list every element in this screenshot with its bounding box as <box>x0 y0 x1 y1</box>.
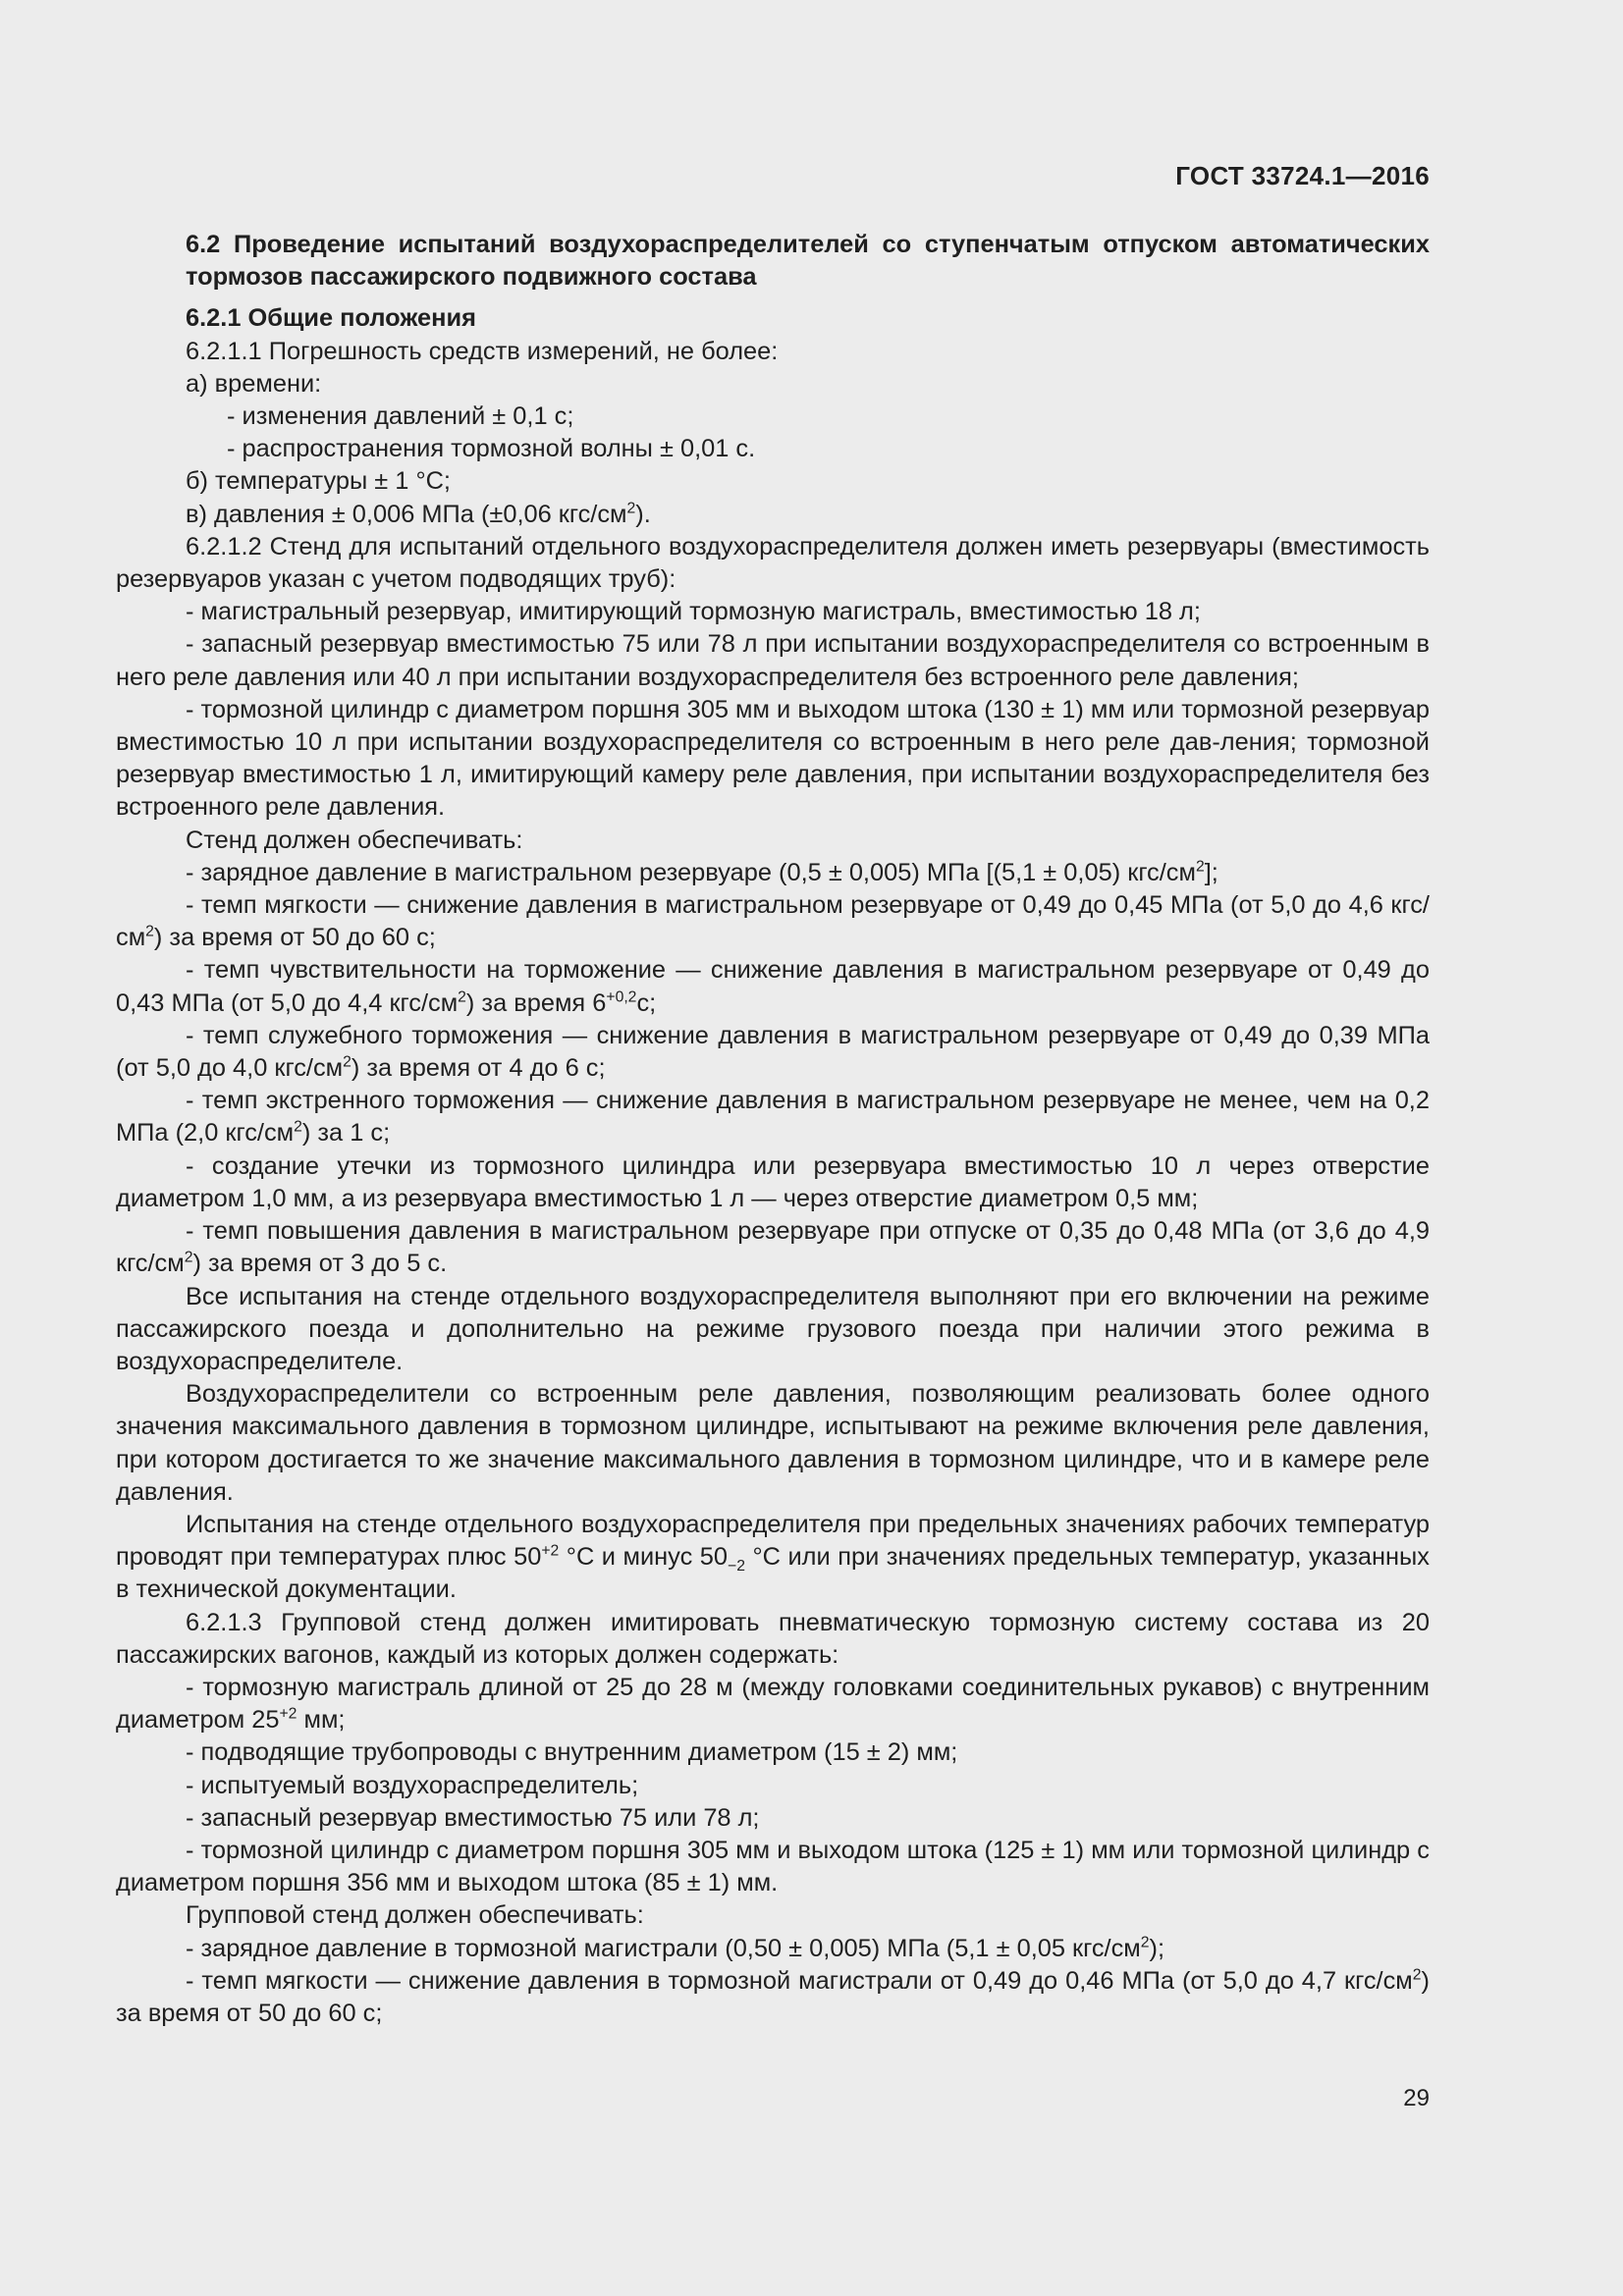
list-item: - подводящие трубопроводы с внутренним диаметром (15 ± 2) мм; <box>186 1738 958 1767</box>
list-item: - запасный резервуар вместимостью 75 или 78 л; <box>186 1803 760 1832</box>
paragraph: Испытания на стенде отдельного воздухораспределителя при предельных значениях рабочих температур проводят при температурах плюс $50^{+2}$ °С и минус $50_{-2}$ °С или при значениях предельных температур, указанных в технической документации. <box>116 1510 1430 1604</box>
list-item: - тормозной цилиндр с диаметром поршня 305 мм и выходом штока (125 ± 1) мм или тормозной цилиндр с диаметром поршня 356 мм и выходом штока (85 ± 1) мм. <box>116 1836 1430 1897</box>
list-item: - темп мягкости — снижение давления в тормозной магистрали от 0,49 до 0,46 МПа (от 5,0 до 4,7 кгс/$см^2$) за время от 50 до 60 с; <box>116 1966 1430 2027</box>
list-item: - темп повышения давления в магистральном резервуаре при отпуске от 0,35 до 0,48 МПа (от 3,6 до 4,9 кгс/$см^2$) за время от 3 до 5 с. <box>116 1217 1430 1278</box>
list-item: в) давления ± 0,006 МПа (±0,06 кгс/$см^2$). <box>186 500 651 528</box>
list-item: - магистральный резервуар, имитирующий тормозную магистраль, вместимостью 18 л; <box>186 598 1201 626</box>
list-item: - темп экстренного торможения — снижение давления в магистральном резервуаре не менее, чем на 0,2 МПа (2,0 кгс/$см^2$) за 1 с; <box>116 1087 1430 1148</box>
document-body <box>116 229 1430 2030</box>
standard-header: ГОСТ 33724.1—2016 <box>1175 161 1430 190</box>
list-item: - распространения тормозной волны ± 0,01 с. <box>227 435 756 463</box>
list-item: - создание утечки из тормозного цилиндра или резервуара вместимостью 10 л через отверстие диаметром 1,0 мм, а из резервуара вместимостью 1 л — через отверстие диаметром 0,5 мм; <box>116 1151 1430 1212</box>
list-item: - темп чувствительности на торможение — снижение давления в магистральном резервуаре от 0,49 до 0,43 МПа (от 5,0 до 4,4 кгс/$см^2$) за время $6^{+0,2}с$; <box>116 956 1430 1017</box>
subsection-title: 6.2.1 Общие положения <box>186 304 476 333</box>
paragraph: 6.2.1.1 Погрешность средств измерений, не более: <box>186 337 779 365</box>
paragraph: 6.2.1.2 Стенд для испытаний отдельного воздухораспределителя должен иметь резервуары (вместимость резервуаров указан с учетом подводящих труб): <box>116 532 1430 594</box>
section-title: 6.2 Проведение испытаний воздухораспределителей со ступенчатым отпуском автоматических тормозов пассажирского подвижного состава <box>186 231 1430 292</box>
list-item: - темп мягкости — снижение давления в магистральном резервуаре от 0,49 до 0,45 МПа (от 5,0 до 4,6 кгс/$см^2$) за время от 50 до 60 с; <box>116 891 1430 952</box>
list-item: - темп служебного торможения — снижение давления в магистральном резервуаре от 0,49 до 0,39 МПа (от 5,0 до 4,0 кгс/$см^2$) за время от 4 до 6 с; <box>116 1021 1430 1083</box>
list-item: а) времени: <box>186 369 322 398</box>
paragraph: 6.2.1.3 Групповой стенд должен имитировать пневматическую тормозную систему состава из 20 пассажирских вагонов, каждый из которых должен содержать: <box>116 1608 1430 1669</box>
paragraph: Стенд должен обеспечивать: <box>186 826 523 854</box>
list-item: - тормозную магистраль длиной от 25 до 28 м (между головками соединительных рукавов) с внутренним диаметром $25^{+2}$ мм; <box>116 1673 1430 1735</box>
list-item: - запасный резервуар вместимостью 75 или 78 л при испытании воздухораспределителя со встроенным в него реле давления или 40 л при испытании воздухораспределителя без встроенного реле давления; <box>116 630 1430 691</box>
list-item: - изменения давлений ± 0,1 с; <box>227 402 574 431</box>
list-item: - тормозной цилиндр с диаметром поршня 305 мм и выходом штока (130 ± 1) мм или тормозной резервуар вместимостью 10 л при испытании воздухораспределителя со встроенным в него реле дав-ления; тормозной резервуар вместимостью 1 л, имитирующий камеру реле давления, при испытании воздухораспределителя без встроенного реле давления. <box>116 695 1430 822</box>
list-item: б) температуры ± 1 °С; <box>186 467 451 496</box>
list-item: - испытуемый воздухораспределитель; <box>186 1771 639 1799</box>
list-item: - зарядное давление в магистральном резервуаре (0,5 ± 0,005) МПа [(5,1 ± 0,05) кгс/$см^2$]; <box>186 858 1218 886</box>
paragraph: Групповой стенд должен обеспечивать: <box>186 1901 644 1930</box>
list-item: - зарядное давление в тормозной магистрали (0,50 ± 0,005) МПа (5,1 ± 0,05 кгс/$см^2$); <box>186 1934 1165 1962</box>
page-number: 29 <box>1403 2085 1430 2111</box>
paragraph: Все испытания на стенде отдельного воздухораспределителя выполняют при его включении на режиме пассажирского поезда и дополнительно на режиме грузового поезда при наличии этого режима в воздухораспределителе. <box>116 1282 1430 1375</box>
paragraph: Воздухораспределители со встроенным реле давления, позволяющим реализовать более одного значения максимального давления в тормозном цилиндре, испытывают на режиме включения реле давления, при котором достигается то же значение максимального давления в тормозном цилиндре, что и в камере реле давления. <box>116 1380 1430 1506</box>
